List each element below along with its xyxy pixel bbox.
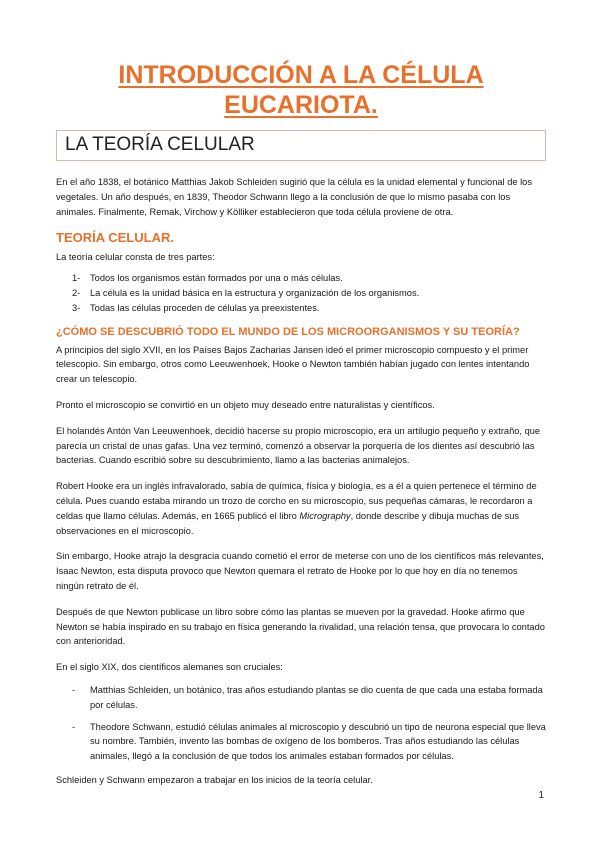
list-marker: 2- (72, 287, 81, 298)
list-item-text: Theodore Schwann, estudió células animales al microscopio y descubrió un tipo de neurona especial que lleva su nombre. También, invento las bombas de oxígeno de los bomberos. Tras años estudiando las células animales, llegó a la conclusión de que todos los animales estaban formados por células. (90, 721, 546, 762)
list-marker: - (72, 684, 76, 695)
title-line-2: EUCARIOTA. (224, 91, 378, 119)
paragraph-leeuwenhoek: El holandés Antón Van Leeuwenhoek, decidió hacerse su propio microscopio, era un artilugio pequeño y extraño, que parecía un cristal de unas gafas. Una vez terminó, comenzó a observar la porquería de los dientes así descubrió las bacterias. Cuando escribió sobre su descubrimiento, llamo a las bacterias animalejos. (56, 425, 541, 466)
list-item (56, 301, 546, 316)
theory-parts-list (56, 271, 546, 315)
intro-paragraph: En el año 1838, el botánico Matthias Jakob Schleiden sugirió que la célula es la unidad elemental y funcional de los vegetales. Un año después, en 1839, Theodor Schwann llego a la conclusión de que lo mismo pasaba con los animales. Finalmente, Remak, Virchow y Kölliker establecieron que toda célula proviene de otra. (56, 177, 533, 217)
hooke-text-after: , donde describe y dibuja muchas de sus observaciones en el microscopio. (56, 510, 520, 536)
title-line-1: INTRODUCCIÓN A LA CÉLULA (118, 61, 484, 89)
list-item-text: La célula es la unidad básica en la estructura y organización de los organismos. (90, 287, 420, 298)
book-title: Micrography (299, 510, 351, 521)
list-item (56, 271, 546, 286)
closing-paragraph: Schleiden y Schwann empezaron a trabajar en los inicios de la teoría celular. (56, 774, 373, 785)
list-item-text: Todas las células proceden de células ya preexistentes. (90, 302, 320, 313)
theory-heading: TEORÍA CELULAR. (56, 230, 174, 246)
list-item (56, 683, 546, 713)
discovery-heading: ¿CÓMO SE DESCUBRIÓ TODO EL MUNDO DE LOS MICROORGANISMOS Y SU TEORÍA? (56, 325, 520, 338)
scientists-list (56, 683, 546, 764)
paragraph-jansen: A principios del siglo XVII, en los Países Bajos Zacharias Jansen ideó el primer microscopio compuesto y el primer telescopio. Sin embargo, otros como Leeuwenhoek, Hooke o Newton también habían jugado con lentes intentando crear un telescopio. (56, 344, 530, 385)
list-item-text: Matthias Schleiden, un botánico, tras años estudiando plantas se dio cuenta de que cada una estaba formada por células. (90, 684, 543, 710)
section-heading-box (56, 130, 546, 161)
paragraph-newton-dispute: Sin embargo, Hooke atrajo la desgracia cuando cometió el error de meterse con uno de los científicos más relevantes, Isaac Newton, esta disputa provoco que Newton quemara el retrato de Hooke por lo que hoy en día no tenemos ningún retrato de él. (56, 551, 544, 591)
theory-intro: La teoría celular consta de tres partes: (56, 252, 215, 263)
paragraph-gravity-book: Después de que Newton publicase un libro sobre cómo las plantas se mueven por la gravedad. Hooke afirmo que Newton se había inspirado en su trabajo en física generando la rivalidad, una relación tensa, que provocara lo contado con anterioridad. (56, 606, 545, 647)
paragraph-19th-century: En el siglo XIX, dos científicos alemanes son cruciales: (56, 662, 283, 673)
list-marker: 3- (72, 302, 81, 313)
section-heading: LA TEORÍA CELULAR (65, 134, 255, 155)
list-item (56, 286, 546, 301)
page-content (56, 60, 546, 799)
list-item-text: Todos los organismos están formados por una o más células. (90, 273, 343, 284)
paragraph-hooke (56, 479, 546, 538)
page-number: 1 (538, 790, 544, 801)
list-marker: - (72, 721, 76, 732)
hooke-text-before: Robert Hooke era un inglés infravalorado, sabía de química, física y biología, es a él a quien pertenece el término de célula. Pues cuando estaba mirando un trozo de corcho en su microscopio, sus pequeñas cámaras, le recordaron a celdas que llamo células. Además, en 1665 publicó el libro (56, 481, 537, 521)
list-item (56, 720, 546, 764)
list-marker: 1- (72, 273, 81, 284)
paragraph-microscope: Pronto el microscopio se convirtió en un objeto muy deseado entre naturalistas y científicos. (56, 399, 435, 410)
document-title (56, 60, 546, 120)
